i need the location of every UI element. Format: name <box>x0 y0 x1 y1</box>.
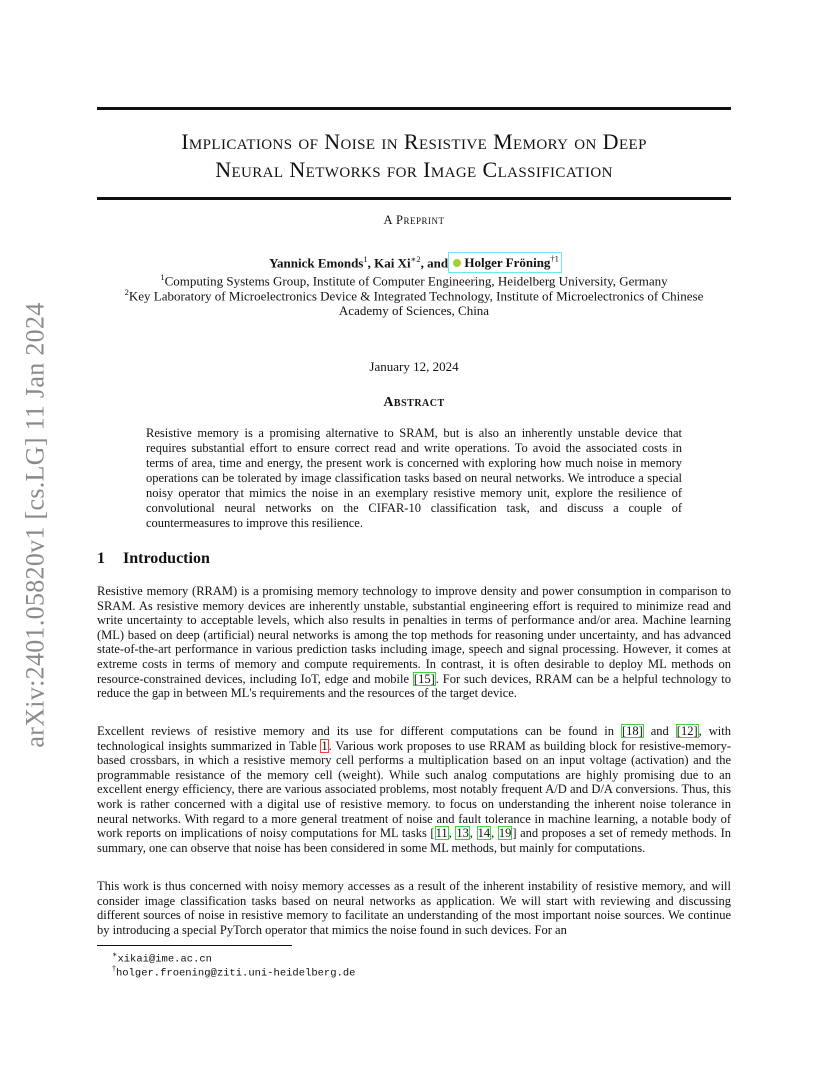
title-bottom-rule <box>97 197 731 200</box>
author-affiliation-mark: †1 <box>550 254 559 264</box>
arxiv-identifier-text: arXiv:2401.05820v1 [cs.LG] 11 Jan 2024 <box>21 302 50 748</box>
citation-link[interactable]: 19 <box>498 826 512 841</box>
citation-separator: , <box>491 826 498 841</box>
author-conjunction: , and <box>420 255 449 271</box>
publication-date: January 12, 2024 <box>369 359 459 374</box>
orcid-icon <box>453 259 461 267</box>
author-orcid-link[interactable] <box>451 255 559 270</box>
table-reference-link[interactable]: 1 <box>321 738 328 753</box>
paragraph-text: . For such devices, RRAM can be a helpful technology to reduce the gap in between ML's requirements and the resources of the target device. <box>97 671 731 701</box>
footnote-mark: ∗ <box>112 950 118 959</box>
citation-separator: , <box>469 826 477 841</box>
intro-paragraph-2 <box>97 724 731 855</box>
author-list: Yannick Emonds$^1$, Kai $Xi^{∗2}$, and Holger Fröning$^{\dagger 1}$ <box>269 254 559 271</box>
author-name: Yannick Emonds <box>269 255 364 271</box>
citation-link[interactable]: 11 <box>435 826 448 841</box>
paper-title <box>97 128 731 184</box>
citation-link[interactable]: [15] <box>413 671 435 686</box>
section-number: 1 <box>97 550 105 567</box>
citation-separator: , <box>448 826 456 841</box>
footnote-rule <box>97 945 292 946</box>
footnote-mark: † <box>112 964 116 973</box>
citation-link[interactable]: [18] <box>621 724 643 738</box>
intro-paragraph-1 <box>97 584 731 701</box>
paragraph-text: , with technological insights summarized in Table <box>97 724 731 753</box>
paragraph-text: ] and proposes a set of remedy methods. In summary, one can observe that noise has been considered in some ML methods, but mainly for computations. <box>97 826 732 855</box>
paragraph-text: and <box>643 724 676 738</box>
affiliation-2 <box>97 285 731 318</box>
paragraph-text: . Various work proposes to use RRAM as building block for resistive-memory-based crossbars, in which a resistive memory cell performs a multiplication based on an input voltage (activation) and the programmable resistance of the memory cell (weight). While such analog computations are highly promising due to an excellent energy efficiency, there are various associated problems, most notably frequent A/D and D/A conversions. Thus, this work is rather concerned with a digital use of resistive memory. to focus on understanding the inherent noise tolerance in neural networks. With regard to a more general treatment of noise and fault tolerance in machine learning, a notable body of work reports on implications of noisy computations for ML tasks [ <box>97 738 731 841</box>
affiliation-text-continued: Academy of Sciences, China <box>338 303 490 319</box>
affiliation-mark: 2 <box>124 287 129 297</box>
author-name: Holger Fröning <box>464 255 551 271</box>
preprint-label: A Preprint <box>383 213 445 227</box>
abstract-text: Resistive memory is a promising alternative to SRAM, but is also an inherently unstable device that requires substantial effort to ensure correct read and write operations. To avoid the associated costs in terms of area, time and energy, the present work is concerned with exploring how much noise in memory operations can be tolerated by image classification tasks based on neural networks. We introduce a special noisy operator that mimics the noise in an exemplary resistive memory unit, explore the resilience of convolutional neural networks on the CIFAR-10 classification task, and discuss a couple of countermeasures to improve this resilience. <box>146 426 682 530</box>
author-affiliation-mark: ∗2 <box>410 254 421 264</box>
arxiv-identifier-stamp <box>12 290 60 760</box>
citation-link[interactable]: 13 <box>456 826 469 841</box>
affiliation-mark: 1 <box>160 272 165 282</box>
paragraph-text: Resistive memory (RRAM) is a promising memory technology to improve density and power consumption in comparison to SRAM. As resistive memory devices are inherently unstable, substantial engineering effort is required to minimize read and write uncertainty to acceptable levels, which also results in penalties in terms of performance and/or area. Machine learning (ML) based on deep (artificial) neural networks is among the top methods for reasoning under uncertainty, and has advanced state-of-the-art performance in various prediction tasks including image, speech and signal processing. However, it comes at extreme costs in terms of memory and compute requirements. In contrast, it is often desirable to deploy ML methods on resource-constrained devices, including IoT, edge and mobile <box>97 584 731 686</box>
affiliation-text: Computing Systems Group, Institute of Computer Engineering, Heidelberg University, Germany <box>164 273 668 289</box>
title-line-1: Implications of Noise in Resistive Memory on Deep <box>181 129 647 154</box>
citation-link[interactable]: 14 <box>477 826 491 841</box>
title-top-rule <box>97 107 731 110</box>
footnote-email[interactable]: holger.froening@ziti.uni-heidelberg.de <box>116 967 356 980</box>
author-affiliation-mark: 1 <box>363 254 368 264</box>
title-line-2: Neural Networks for Image Classification <box>215 157 613 182</box>
paragraph-text: Excellent reviews of resistive memory and its use for different computations can be found in <box>97 724 621 738</box>
footnote-email[interactable]: xikai@ime.ac.cn <box>117 953 212 966</box>
citation-link[interactable]: [12] <box>676 724 698 738</box>
section-heading <box>97 550 731 568</box>
footnote-2 <box>112 964 355 980</box>
section-title: Introduction <box>123 550 210 567</box>
affiliation-text: Key Laboratory of Microelectronics Device & Integrated Technology, Institute of Microelectronics of Chinese <box>128 288 704 304</box>
author-name: Kai Xi <box>374 255 411 271</box>
intro-paragraph-3: This work is thus concerned with noisy memory accesses as a result of the inherent instability of resistive memory, and will consider image classification tasks based on neural networks as application. We will start with reviewing and discussing different sources of noise in resistive memory to facilitate an understanding of the most important noise sources. We continue by introducing a special PyTorch operator that mimics the noise found in such devices. For an <box>97 879 731 937</box>
abstract-heading: Abstract <box>383 395 445 410</box>
